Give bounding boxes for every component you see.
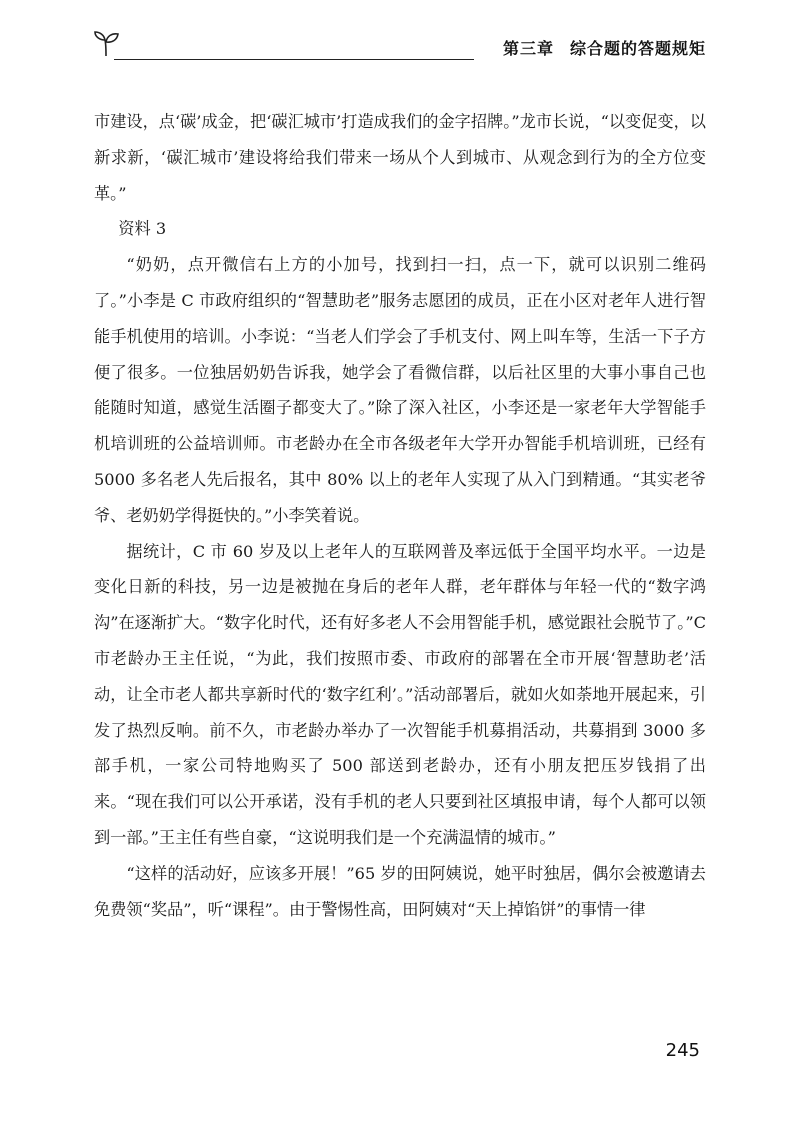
chapter-number: 第三章 [502, 39, 554, 58]
chapter-name: 综合题的答题规矩 [569, 39, 706, 58]
page-number: 245 [665, 1040, 700, 1061]
paragraph: 据统计，C 市 60 岁及以上老年人的互联网普及率远低于全国平均水平。一边是变化日新的科技，另一边是被抛在身后的老年人群，老年群体与年轻一代的“数字鸿沟”在逐渐扩大。“数字化时代，还有好多老人不会用智能手机，感觉跟社会脱节了。”C 市老龄办王主任说，“为此，我们按照市委、市政府的部署在全市开展‘智慧助老’活动，让全市老人都共享新时代的‘数字红利’。”活动部署后，就如火如荼地开展起来，引发了热烈反响。前不久，市老龄办举办了一次智能手机募捐活动，共募捐到 3000 多部手机，一家公司特地购买了 500 部送到老龄办，还有小朋友把压岁钱捐了出来。“现在我们可以公开承诺，没有手机的老人只要到社区填报申请，每个人都可以领到一部。”王主任有些自豪，“这说明我们是一个充满温情的城市。” [94, 541, 706, 847]
body-text [94, 104, 706, 927]
page-header [92, 24, 706, 64]
paragraph: “奶奶，点开微信右上方的小加号，找到扫一扫，点一下，就可以识别二维码了。”小李是 C 市政府组织的“智慧助老”服务志愿团的成员，正在小区对老年人进行智能手机使用的培训。小李说：“当老人们学会了手机支付、网上叫车等，生活一下子方便了很多。一位独居奶奶告诉我，她学会了看微信群，以后社区里的大事小事自己也能随时知道，感觉生活圈子都变大了。”除了深入社区，小李还是一家老年大学智能手机培训班的公益培训师。市老龄办在全市各级老年大学开办智能手机培训班，已经有 5000 多名老人先后报名，其中 80% 以上的老年人实现了从入门到精通。“其实老爷爷、老奶奶学得挺快的。”小李笑着说。 [94, 255, 706, 525]
sprout-icon [92, 28, 122, 58]
chapter-title [503, 36, 706, 59]
header-rule [114, 59, 474, 60]
paragraph: 市建设，点‘碳’成金，把‘碳汇城市’打造成我们的金字招牌。”龙市长说，“以变促变，以新求新，‘碳汇城市’建设将给我们带来一场从个人到城市、从观念到行为的全方位变革。” [94, 112, 706, 203]
paragraph: “这样的活动好，应该多开展！”65 岁的田阿姨说，她平时独居，偶尔会被邀请去免费领“奖品”，听“课程”。由于警惕性高，田阿姨对“天上掉馅饼”的事情一律 [94, 863, 706, 919]
section-heading: 资料 3 [118, 219, 167, 239]
